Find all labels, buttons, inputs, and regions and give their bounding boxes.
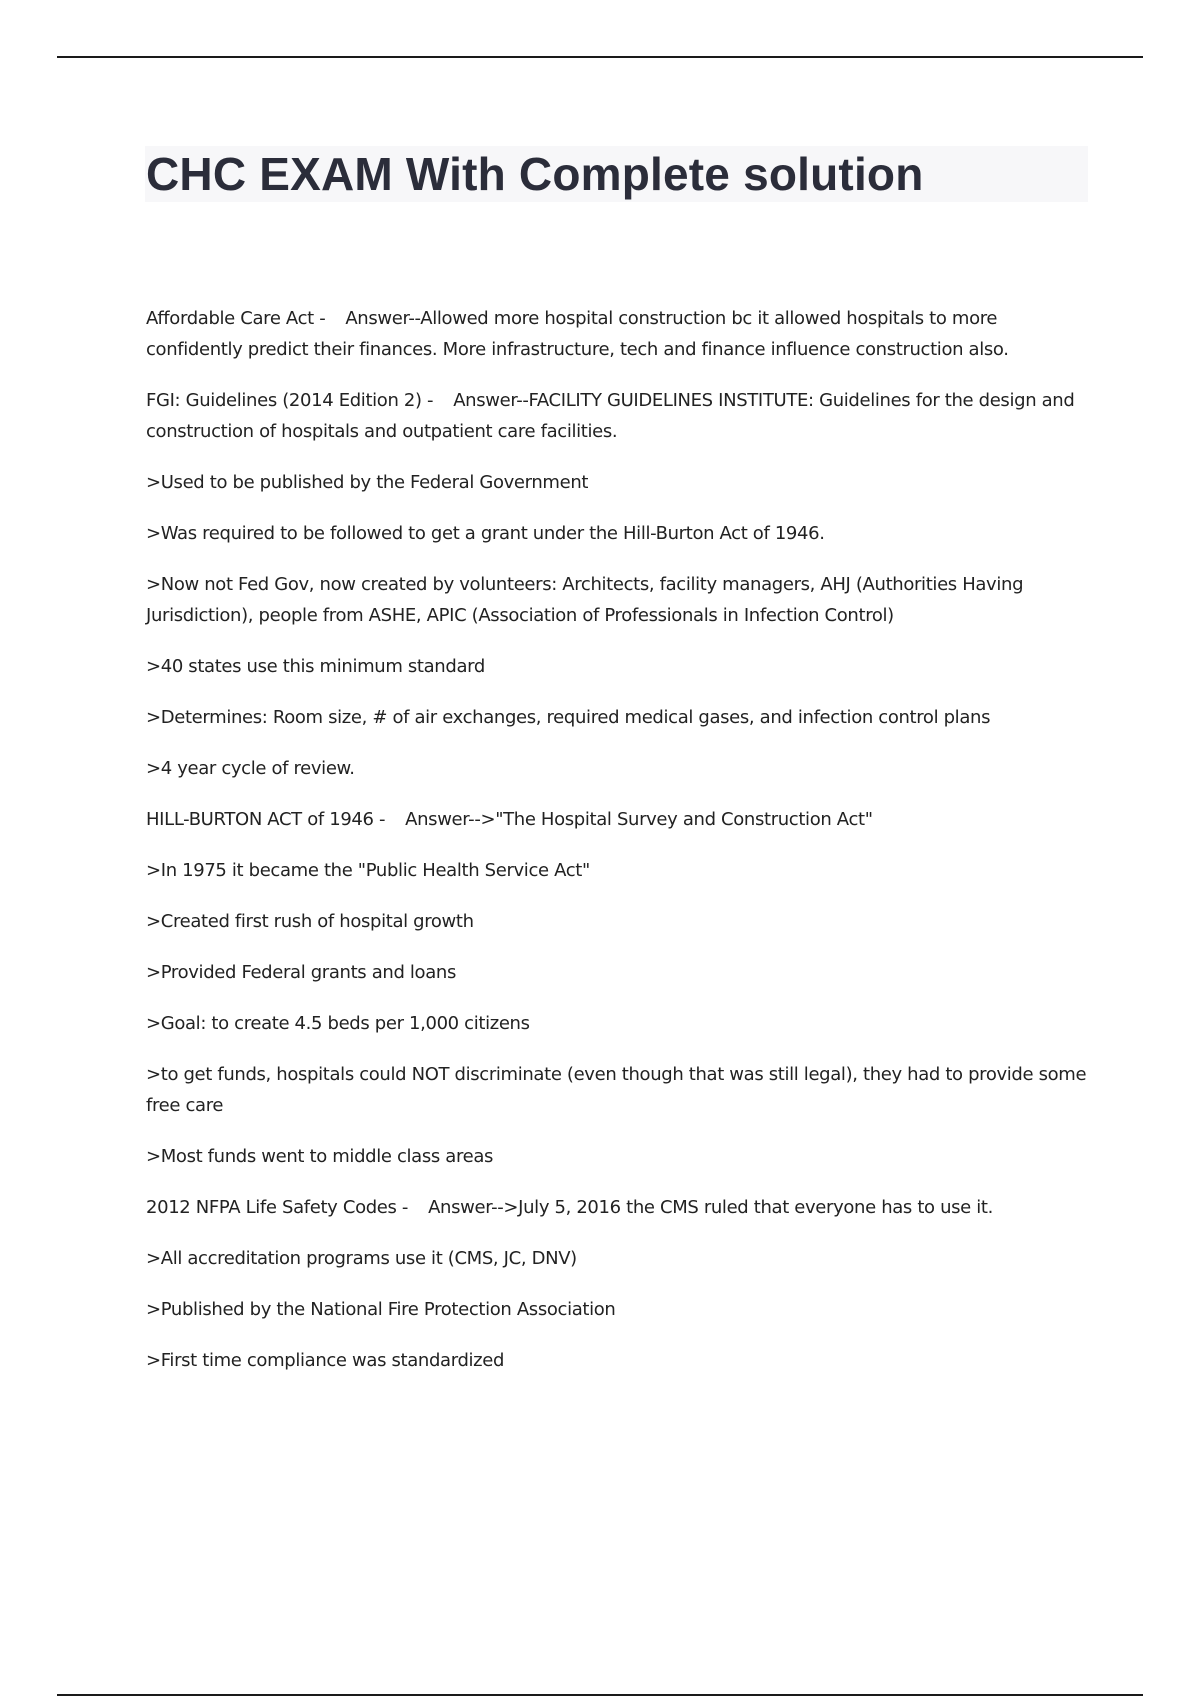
document-title: CHC EXAM With Complete solution (146, 148, 924, 200)
qa-entry (146, 303, 1091, 365)
note-line: >Most funds went to middle class areas (146, 1146, 494, 1167)
note-line: >40 states use this minimum standard (146, 656, 485, 677)
question-term: 2012 NFPA Life Safety Codes - (146, 1197, 409, 1218)
note-line: >to get funds, hospitals could NOT discriminate (even though that was still legal), they had to provide some free care (146, 1064, 1087, 1116)
qa-entry (146, 804, 1091, 835)
qa-entry (146, 385, 1091, 447)
answer-text: Answer-->"The Hospital Survey and Construction Act" (405, 809, 873, 830)
note-line: >Used to be published by the Federal Government (146, 472, 589, 493)
note-line: >First time compliance was standardized (146, 1350, 505, 1371)
answer-text: Answer--Allowed more hospital construction bc it allowed hospitals to more confidently predict their finances. More infrastructure, tech and finance influence construction also. (146, 308, 1009, 360)
question-term: HILL-BURTON ACT of 1946 - (146, 809, 386, 830)
note-line: >Created first rush of hospital growth (146, 911, 474, 932)
question-term: Affordable Care Act - (146, 308, 326, 329)
note-line: >Published by the National Fire Protection Association (146, 1299, 616, 1320)
note-line: >All accreditation programs use it (CMS, JC, DNV) (146, 1248, 577, 1269)
note-line: >Determines: Room size, # of air exchanges, required medical gases, and infection control plans (146, 707, 991, 728)
note-line: >Now not Fed Gov, now created by volunteers: Architects, facility managers, AHJ (Authorities Having Jurisdiction), people from ASHE, APIC (Association of Professionals in Infection Control) (146, 574, 1024, 626)
footer-rule (57, 1694, 1143, 1696)
note-line: >4 year cycle of review. (146, 758, 355, 779)
note-line: >Goal: to create 4.5 beds per 1,000 citizens (146, 1013, 530, 1034)
note-line: >In 1975 it became the "Public Health Service Act" (146, 860, 590, 881)
note-line: >Provided Federal grants and loans (146, 962, 456, 983)
qa-entry (146, 1192, 1091, 1223)
answer-text: Answer-->July 5, 2016 the CMS ruled that everyone has to use it. (428, 1197, 993, 1218)
question-term: FGI: Guidelines (2014 Edition 2) - (146, 390, 434, 411)
note-line: >Was required to be followed to get a grant under the Hill-Burton Act of 1946. (146, 523, 825, 544)
header-rule (57, 56, 1143, 58)
document-body (146, 303, 1091, 1396)
answer-text: Answer--FACILITY GUIDELINES INSTITUTE: Guidelines for the design and construction of hospitals and outpatient care facilities. (146, 390, 1075, 442)
